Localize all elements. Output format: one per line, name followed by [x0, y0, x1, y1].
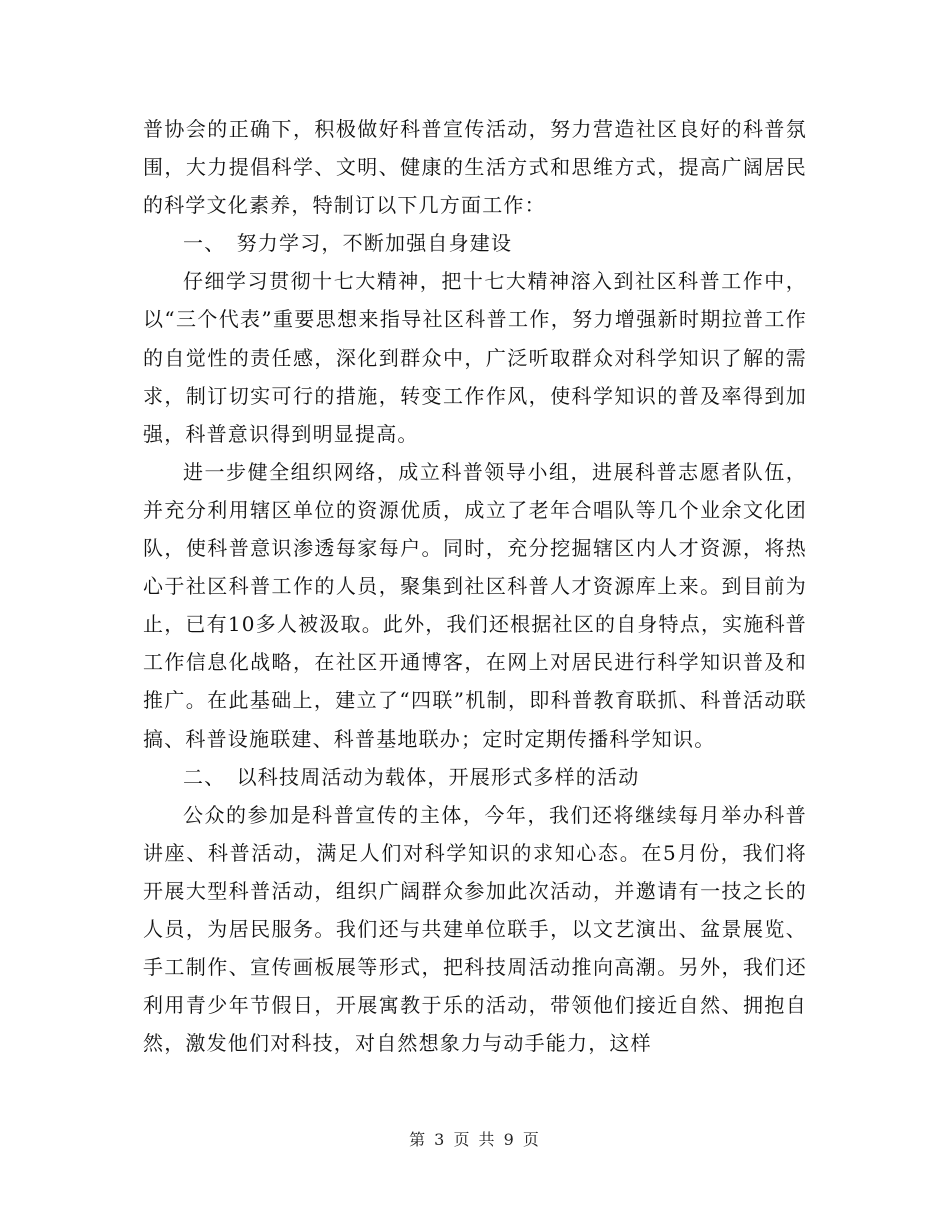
section-heading-2: 二、 以科技周活动为载体，开展形式多样的活动: [183, 764, 640, 789]
paragraph-organization: 进一步健全组织网络，成立科普领导小组，进展科普志愿者队伍，并充分利用辖区单位的资源优质，成立了老年合唱队等几个业余文化团队，使科普意识渗透每家每户。同时，充分挖掘辖区内人才资源，将热心于社区科普工作的人员，聚集到社区科普人才资源库上来。到目前为止，已有10多人被汲取。此外，我们还根据社区的自身特点，实施科普工作信息化战略，在社区开通博客，在网上对居民进行科学知识普及和推广。在此基础上，建立了“四联”机制，即科普教育联抓、科普活动联搞、科普设施联建、科普基地联办；定时定期传播科学知识。: [143, 459, 807, 751]
paragraph-activities: 公众的参加是科普宣传的主体，今年，我们还将继续每月举办科普讲座、科普活动，满足人们对科学知识的求知心态。在5月份，我们将开展大型科普活动，组织广阔群众参加此次活动，并邀请有一技之长的人员，为居民服务。我们还与共建单位联手，以文艺演出、盆景展览、手工制作、宣传画板展等形式，把科技周活动推向高潮。另外，我们还利用青少年节假日，开展寓教于乐的活动，带领他们接近自然、拥抱自然，激发他们对科技，对自然想象力与动手能力，这样: [143, 802, 807, 1056]
paragraph-study: 仔细学习贯彻十七大精神，把十七大精神溶入到社区科普工作中，以“三个代表”重要思想来指导社区科普工作，努力增强新时期拉普工作的自觉性的责任感，深化到群众中，广泛听取群众对科学知识了解的需求，制订切实可行的措施，转变工作作风，使科学知识的普及率得到加强，科普意识得到明显提高。: [143, 269, 807, 446]
paragraph-intro-continued: 普协会的正确下，积极做好科普宣传活动，努力营造社区良好的科普氛围，大力提倡科学、文明、健康的生活方式和思维方式，提高广阔居民的科学文化素养，特制订以下几方面工作：: [143, 117, 807, 218]
page-number-footer: 第 3 页 共 9 页: [409, 1130, 541, 1149]
section-heading-1: 一、 努力学习，不断加强自身建设: [183, 231, 513, 256]
document-body: [143, 110, 807, 1062]
